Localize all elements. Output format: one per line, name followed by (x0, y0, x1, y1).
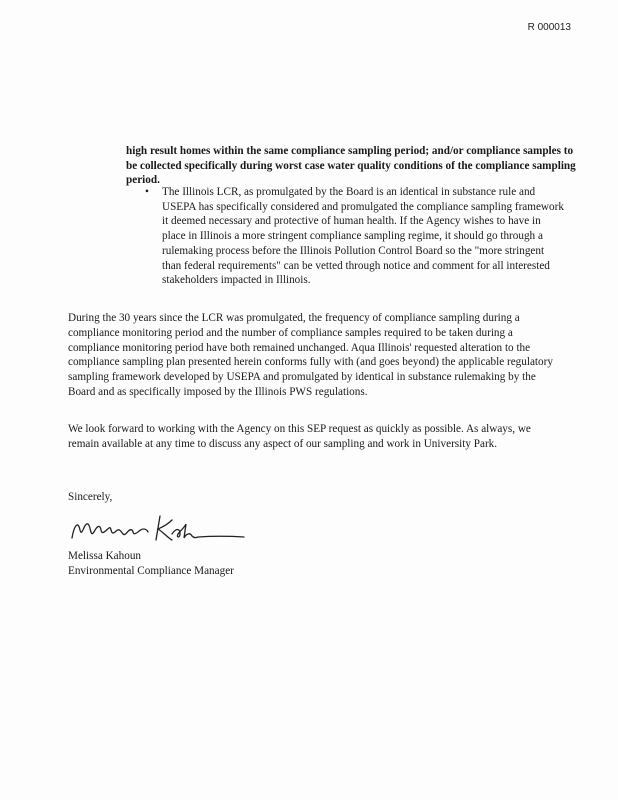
signatory-name: Melissa Kahoun (68, 550, 142, 562)
bates-number: R 000013 (527, 22, 571, 33)
bold-continuation-text: high result homes within the same compliance sampling period; and/or compliance samples to be collected specifically during worst case water quality conditions of the compliance sampling period. (126, 145, 576, 187)
paragraph-lcr-history: During the 30 years since the LCR was promulgated, the frequency of compliance sampling during a compliance monitoring period and the number of compliance samples required to be taken during a compliance monitoring period have both remained unchanged. Aqua Illinois' requested alteration to the compliance sampling plan presented herein conforms fully with (and goes beyond) the applicable regulatory sampling framework developed by USEPA and promulgated by identical in substance rulemaking by the Board and as specifically imposed by the Illinois PWS regulations. (68, 312, 553, 398)
paragraph-closing-remarks: We look forward to working with the Agency on this SEP request as quickly as possible. As always, we remain available at any time to discuss any aspect of our sampling and work in University Park. (68, 423, 531, 450)
bullet-item (145, 185, 565, 288)
signatory-title: Environmental Compliance Manager (68, 565, 234, 577)
bullet-icon: • (145, 186, 149, 198)
bullet-text: The Illinois LCR, as promulgated by the Board is an identical in substance rule and USEPA has specifically considered and promulgated the compliance sampling framework it deemed necessary and protective of human health. If the Agency wishes to have in place in Illinois a more stringent compliance sampling regime, it should go through a rulemaking process before the Illinois Pollution Control Board so the "more stringent than federal requirements" can be vetted through notice and comment for all interested stakeholders impacted in Illinois. (162, 186, 564, 287)
handwritten-signature (68, 508, 248, 548)
closing-salutation: Sincerely, (68, 491, 113, 503)
